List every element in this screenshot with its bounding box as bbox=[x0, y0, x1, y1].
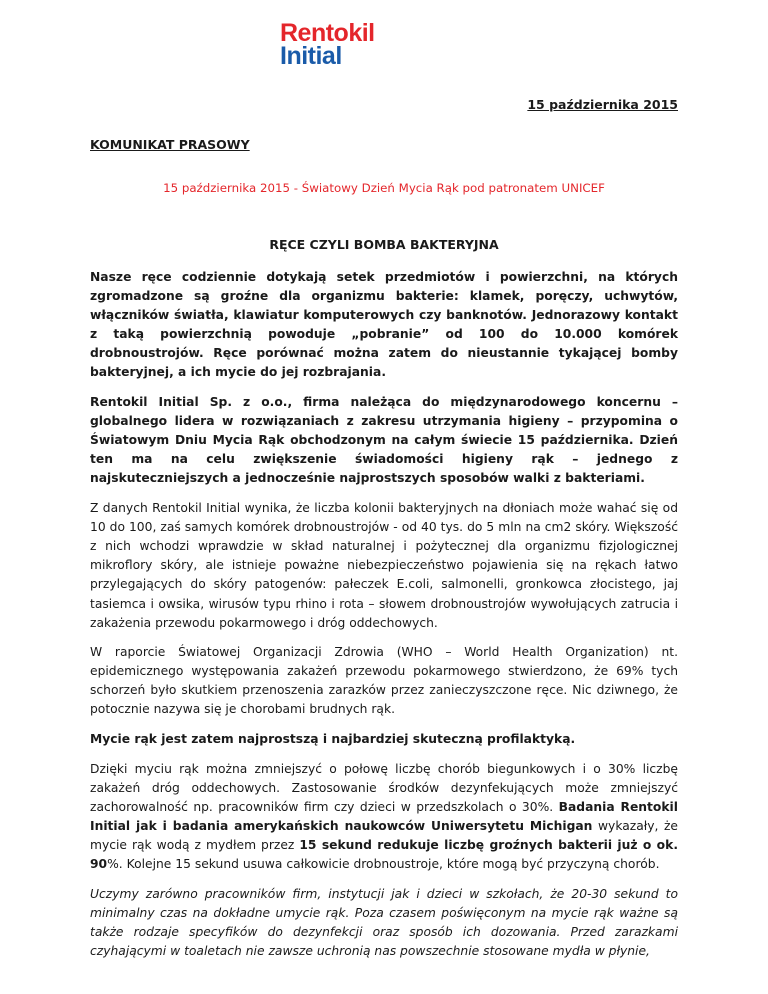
research-text-d: 15 sekund redukuje liczbę groźnych bakterii już o ok. 90 bbox=[90, 838, 678, 872]
logo-line-2: Initial bbox=[280, 42, 342, 70]
article-body bbox=[90, 268, 678, 972]
document-type-heading: KOMUNIKAT PRASOWY bbox=[90, 137, 250, 152]
research-text-a: Dzięki myciu rąk można zmniejszyć o połowę liczbę chorób biegunkowych i o 30% liczbę zakażeń dróg oddechowych. Zastosowanie środków dezynfekujących może zmniejszyć zachorowalność np. pracowników firm czy dzieci w przedszkolach o 30%. bbox=[90, 761, 678, 814]
paragraph-education: Uczymy zarówno pracowników firm, instytucji jak i dzieci w szkołach, że 20-30 sekund to minimalny czas na dokładne umycie rąk. Poza czasem poświęconym na mycie rąk ważne są także rodzaje specyfików do dezynfekcji oraz sposób ich dozowania. Przed zarazkami czyhającymi w toaletach nie zawsze uchronią nas powszechnie stosowane mydła w płynie, bbox=[90, 886, 678, 958]
research-text-e: %. Kolejne 15 sekund usuwa całkowicie drobnoustroje, które mogą być przyczyną chorób. bbox=[107, 857, 660, 872]
paragraph-research bbox=[90, 760, 678, 875]
logo-line-1: Rentokil bbox=[280, 19, 375, 47]
company-logo bbox=[280, 19, 400, 70]
event-subtitle: 15 października 2015 - Światowy Dzień Mycia Rąk pod patronatem UNICEF bbox=[163, 181, 605, 195]
paragraph-lead: Nasze ręce codziennie dotykają setek przedmiotów i powierzchni, na których zgromadzone są groźne dla organizmu bakterie: klamek, poręczy, uchwytów, włączników światła, klawiatur komputerowych czy banknotów. Jednorazowy kontakt z taką powierzchnią powoduje „pobranie” od 100 do 10.000 komórek drobnoustrojów. Ręce porównać można zatem do nieustannie tykającej bomby bakteryjnej, a ich mycie do jej rozbrajania. bbox=[90, 270, 678, 380]
research-text-b: Badania Rentokil Initial jak i badania amerykańskich naukowców Uniwersytetu Michigan bbox=[90, 799, 678, 833]
paragraph-company: Rentokil Initial Sp. z o.o., firma należąca do międzynarodowego koncernu – globalnego lidera w rozwiązaniach z zakresu utrzymania higieny – przypomina o Światowym Dniu Mycia Rąk obchodzonym na całym świecie 15 października. Dzień ten ma na celu zwiększenie świadomości higieny rąk – jednego z najskuteczniejszych a jednocześnie najprostszych sposobów walki z bakteriami. bbox=[90, 395, 678, 486]
paragraph-key-statement: Mycie rąk jest zatem najprostszą i najbardziej skuteczną profilaktyką. bbox=[90, 732, 576, 747]
research-text-c: wykazały, że mycie rąk wodą z mydłem przez bbox=[90, 818, 678, 853]
article-title: RĘCE CZYLI BOMBA BAKTERYJNA bbox=[269, 237, 499, 252]
document-date: 15 października 2015 bbox=[527, 97, 678, 112]
paragraph-bacteria-data: Z danych Rentokil Initial wynika, że liczba kolonii bakteryjnych na dłoniach może wahać się od 10 do 100, zaś samych komórek drobnoustrojów - od 40 tys. do 5 mln na cm2 skóry. Większość z nich wchodzi wprawdzie w skład naturalnej i pożytecznej dla organizmu fizjologicznej mikroflory skóry, ale istnieje poważne niebezpieczeństwo pojawienia się na rękach łatwo przylegających do skóry patogenów: pałeczek E.coli, salmonelli, gronkowca złocistego, jaj tasiemca i owsika, wirusów typu rhino i rota – słowem drobnoustrojów wywołujących zatrucia i zakażenia przewodu pokarmowego i dróg oddechowych. bbox=[90, 501, 678, 630]
paragraph-who-report: W raporcie Światowej Organizacji Zdrowia (WHO – World Health Organization) nt. epidemicznego występowania zakażeń przewodu pokarmowego stwierdzono, że 69% tych schorzeń było skutkiem przenoszenia zarazków przez zanieczyszczone ręce. Nic dziwnego, że potocznie nazywa się je chorobami brudnych rąk. bbox=[90, 645, 678, 717]
